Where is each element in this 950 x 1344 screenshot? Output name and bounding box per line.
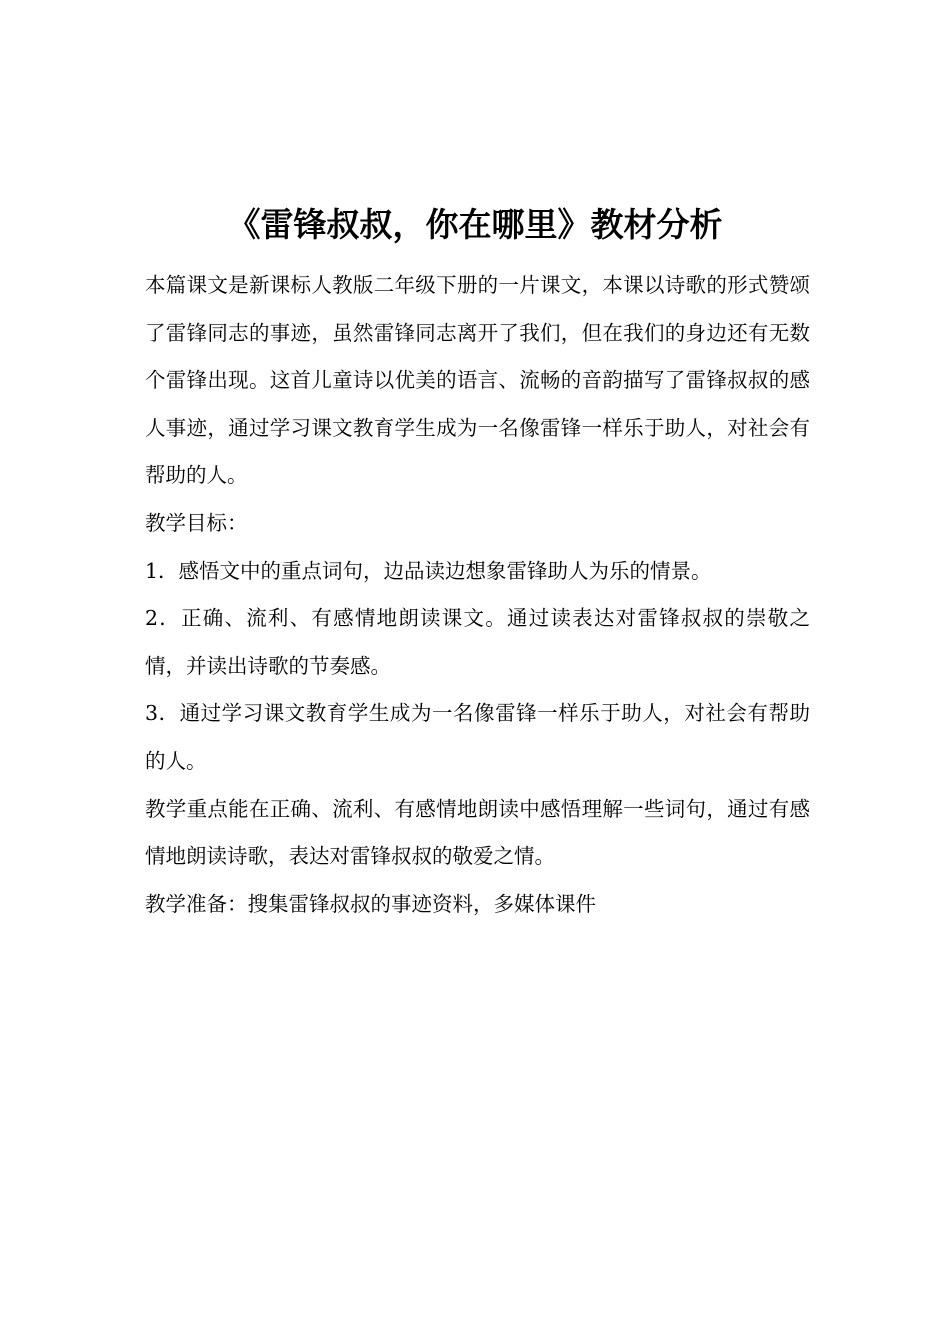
objective-item: 1．感悟文中的重点词句，边品读边想象雷锋助人为乐的情景。 bbox=[145, 558, 712, 583]
objectives-heading: 教学目标： bbox=[145, 510, 248, 535]
intro-paragraph: 本篇课文是新课标人教版二年级下册的一片课文，本课以诗歌的形式赞颂了雷锋同志的事迹，虽然雷锋同志离开了我们，但在我们的身边还有无数个雷锋出现。这首儿童诗以优美的语言、流畅的音韵描写了雷锋叔叔的感人事迹，通过学习课文教育学生成为一名像雷锋一样乐于助人，对社会有帮助的人。 bbox=[145, 273, 810, 488]
document-body bbox=[145, 262, 810, 928]
key-points-paragraph: 教学重点能在正确、流利、有感情地朗读中感悟理解一些词句，通过有感情地朗读诗歌，表达对雷锋叔叔的敬爱之情。 bbox=[145, 796, 810, 869]
objective-item: 2．正确、流利、有感情地朗读课文。通过读表达对雷锋叔叔的崇敬之情，并读出诗歌的节奏感。 bbox=[145, 606, 810, 678]
document-title: 《雷锋叔叔，你在哪里》教材分析 bbox=[227, 205, 723, 244]
objective-item: 3．通过学习课文教育学生成为一名像雷锋一样乐于助人，对社会有帮助的人。 bbox=[145, 701, 810, 773]
preparation-paragraph: 教学准备：搜集雷锋叔叔的事迹资料，多媒体课件 bbox=[145, 891, 596, 916]
